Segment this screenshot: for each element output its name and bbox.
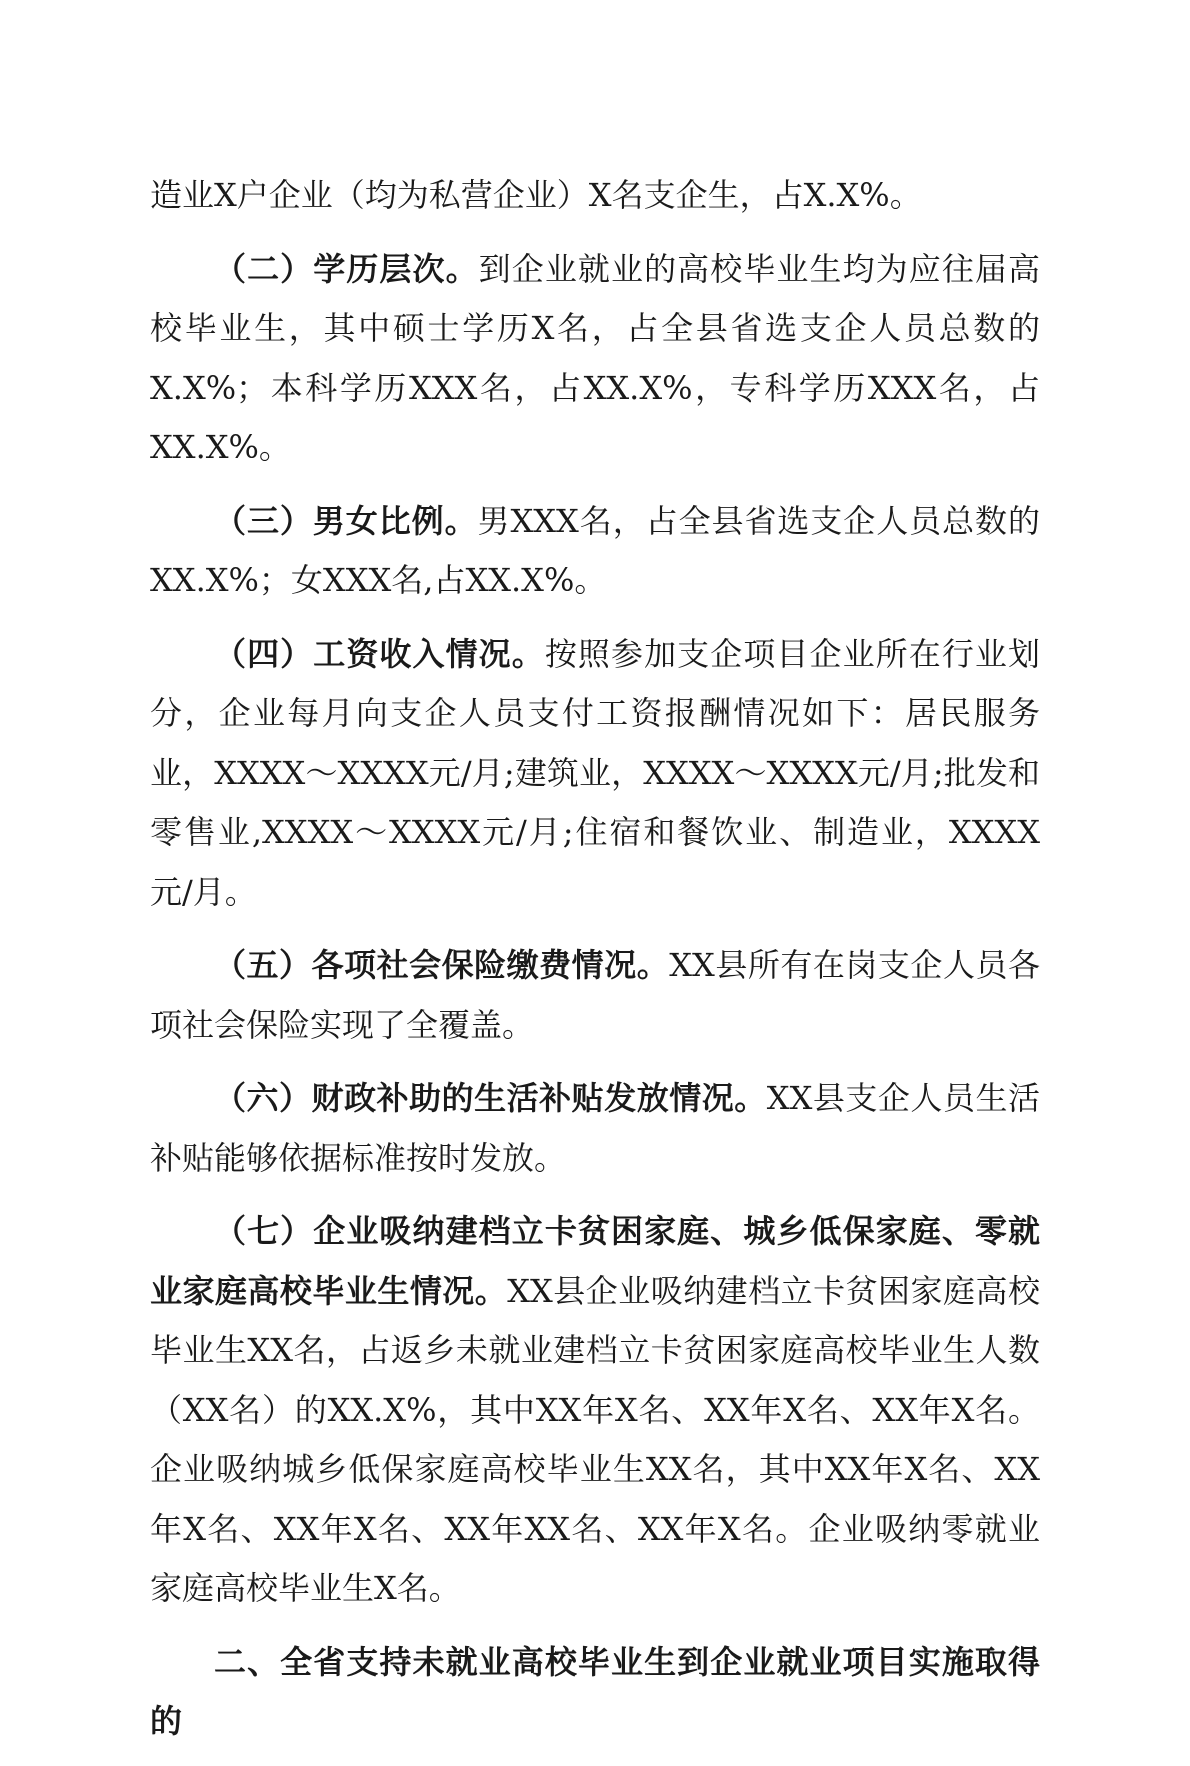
- section-text: 按照参加支企项目企业所在行业划分，企业每月向支企人员支付工资报酬情况如下：居民服务业，XXXX～XXXX元/月;建筑业，XXXX～XXXX元/月;批发和零售业,XXXX～XXXX元/月;住宿和餐饮业、制造业，XXXX元/月。: [150, 634, 1040, 911]
- section-lead: （五）各项社会保险缴费情况。: [214, 946, 670, 984]
- section-gender-ratio: [150, 492, 1040, 611]
- section-text: 到企业就业的高校毕业生均为应往届高校毕业生，其中硕士学历X名，占全县省选支企人员总数的X.X%；本科学历XXX名，占XX.X%，专科学历XXX名，占XX.X%。: [150, 249, 1040, 466]
- section-salary-income: [150, 625, 1040, 923]
- section-education-level: [150, 240, 1040, 478]
- section-text: XX县所有在岗支企人员各项社会保险实现了全覆盖。: [150, 946, 1040, 1044]
- section-text: XX县企业吸纳建档立卡贫困家庭高校毕业生XX名，占返乡未就业建档立卡贫困家庭高校毕业生人数（XX名）的XX.X%，其中XX年X名、XX年X名、XX年X名。企业吸纳城乡低保家庭高校毕业生XX名，其中XX年X名、XX年X名、XX年X名、XX年XX名、XX年X名。企业吸纳零就业家庭高校毕业生X名。: [150, 1271, 1040, 1607]
- section-lead: （四）工资收入情况。: [214, 634, 545, 673]
- section-lead: （三）男女比例。: [214, 501, 478, 540]
- section-living-subsidy: [150, 1069, 1040, 1188]
- section-text: 男XXX名，占全县省选支企人员总数的XX.X%；女XXX名,占XX.X%。: [150, 501, 1040, 599]
- document-body: [150, 166, 1040, 1766]
- section-lead: （七）企业吸纳建档立卡贫困家庭、城乡低保家庭、零就业家庭高校毕业生情况。: [150, 1212, 1040, 1310]
- section-poor-family-graduates: [150, 1202, 1040, 1619]
- section-lead: （二）学历层次。: [214, 249, 479, 288]
- section-lead: （六）财政补助的生活补贴发放情况。: [214, 1079, 767, 1117]
- section-social-insurance: [150, 936, 1040, 1055]
- continuation-paragraph: 造业X户企业（均为私营企业）X名支企生，占X.X%。: [150, 176, 922, 214]
- section-heading-2: 二、全省支持未就业高校毕业生到企业就业项目实施取得的: [150, 1642, 1040, 1740]
- section-text: XX县支企人员生活补贴能够依据标准按时发放。: [150, 1079, 1040, 1177]
